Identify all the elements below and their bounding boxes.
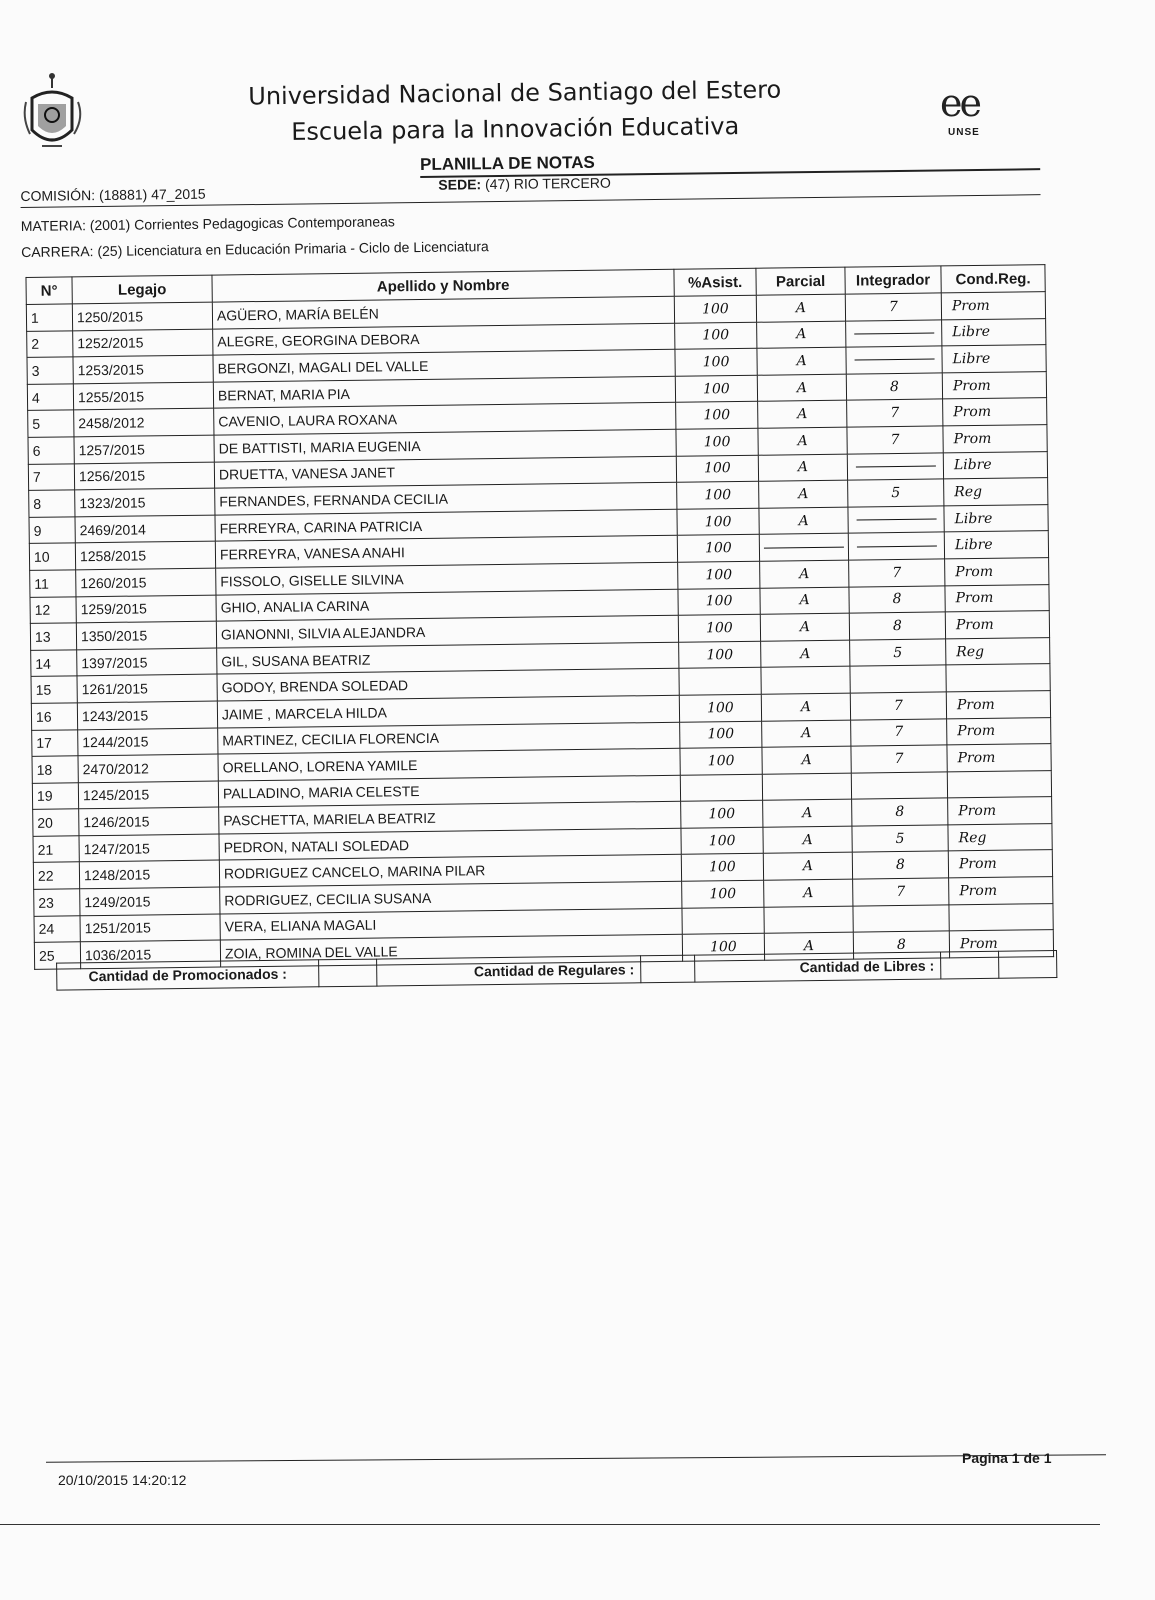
cell-n: 25	[34, 942, 80, 969]
cell-integrador: 7	[853, 878, 949, 906]
cell-nombre: BERGONZI, MAGALI DEL VALLE	[213, 349, 675, 381]
carrera-line	[21, 238, 489, 260]
cell-asist: 100	[679, 641, 761, 669]
cell-integrador	[846, 320, 942, 348]
cell-n: 19	[32, 783, 78, 810]
cell-asist: 100	[682, 933, 764, 961]
cell-asist: 100	[675, 348, 757, 376]
cell-parcial: A	[759, 480, 848, 508]
cell-legajo: 1247/2015	[79, 834, 219, 862]
school-name: Escuela para la Innovación Educativa	[291, 112, 740, 146]
cell-integrador: 7	[851, 745, 947, 773]
cell-nombre: MARTINEZ, CECILIA FLORENCIA	[218, 722, 680, 754]
cell-parcial: A	[758, 427, 847, 455]
promocionados-label: Cantidad de Promocionados :	[57, 960, 319, 990]
cell-legajo: 2469/2014	[75, 515, 215, 543]
cell-legajo: 1245/2015	[78, 781, 218, 809]
cell-parcial: A	[760, 613, 849, 641]
cell-asist: 100	[678, 614, 760, 642]
cell-integrador: 5	[850, 639, 946, 667]
cell-asist: 100	[674, 295, 756, 323]
cell-asist	[680, 774, 762, 802]
cell-cond: Prom	[949, 930, 1053, 958]
cell-integrador	[847, 452, 943, 480]
cell-nombre: JAIME , MARCELA HILDA	[217, 695, 679, 727]
dash-mark	[764, 546, 844, 548]
university-name: Universidad Nacional de Santiago del Estero	[248, 75, 782, 111]
cell-n: 4	[27, 384, 73, 411]
cell-legajo: 1253/2015	[73, 355, 213, 383]
dash-mark	[855, 465, 935, 467]
cell-parcial: A	[763, 826, 852, 854]
cell-parcial: A	[761, 640, 850, 668]
cell-parcial	[759, 533, 848, 561]
comision-value: (18881) 47_2015	[98, 185, 206, 204]
footer-rule	[46, 1454, 1106, 1462]
cell-asist	[679, 668, 761, 696]
cell-cond: Prom	[947, 717, 1051, 745]
cell-nombre: GIANONNI, SILVIA ALEJANDRA	[216, 615, 678, 647]
sede-label: SEDE:	[438, 176, 482, 193]
cell-integrador: 5	[852, 825, 948, 853]
cell-parcial: A	[764, 879, 853, 907]
cell-legajo: 2458/2012	[74, 408, 214, 436]
cell-parcial: A	[764, 932, 853, 960]
cell-cond	[946, 664, 1050, 692]
carrera-value: (25) Licenciatura en Educación Primaria - Ciclo de Licenciatura	[97, 238, 489, 260]
cell-nombre: FERREYRA, CARINA PATRICIA	[215, 509, 677, 541]
cell-parcial	[761, 666, 850, 694]
cell-nombre: BERNAT, MARIA PIA	[213, 376, 675, 408]
materia-line	[21, 213, 395, 234]
cell-n: 7	[28, 463, 74, 490]
cell-nombre: GIL, SUSANA BEATRIZ	[217, 642, 679, 674]
cell-nombre: PASCHETTA, MARIELA BEATRIZ	[219, 802, 681, 834]
cell-legajo: 1323/2015	[75, 488, 215, 516]
cell-n: 18	[32, 756, 78, 783]
col-header-n: N°	[26, 277, 72, 305]
cell-cond: Libre	[943, 451, 1047, 479]
cell-nombre: ZOIA, ROMINA DEL VALLE	[220, 934, 682, 966]
cell-legajo: 1255/2015	[73, 382, 213, 410]
cell-integrador	[851, 772, 947, 800]
cell-asist: 100	[677, 535, 759, 563]
cell-nombre: GHIO, ANALIA CARINA	[216, 589, 678, 621]
cell-integrador: 7	[847, 426, 943, 454]
cell-cond: Reg	[948, 823, 1052, 851]
col-header-parcial: Parcial	[756, 267, 845, 295]
cell-cond: Prom	[945, 584, 1049, 612]
cell-integrador: 8	[846, 373, 942, 401]
summary-blank	[999, 951, 1057, 979]
cell-legajo: 1243/2015	[77, 701, 217, 729]
cell-legajo: 1259/2015	[76, 595, 216, 623]
cell-asist: 100	[679, 694, 761, 722]
cell-integrador: 8	[852, 798, 948, 826]
cell-asist: 100	[676, 455, 758, 483]
cell-asist: 100	[678, 588, 760, 616]
cell-parcial: A	[758, 401, 847, 429]
cell-legajo: 1250/2015	[72, 302, 212, 330]
cell-integrador	[846, 346, 942, 374]
cell-parcial: A	[762, 746, 851, 774]
col-header-legajo: Legajo	[72, 275, 212, 304]
cell-legajo: 1260/2015	[76, 568, 216, 596]
cell-asist: 100	[675, 375, 757, 403]
cell-n: 23	[34, 889, 80, 916]
document-header	[150, 73, 881, 149]
cell-integrador: 7	[849, 559, 945, 587]
cell-parcial: A	[761, 693, 850, 721]
grades-table	[25, 264, 1054, 970]
cell-asist: 100	[676, 402, 758, 430]
cell-legajo: 1244/2015	[78, 728, 218, 756]
cell-parcial: A	[757, 347, 846, 375]
promocionados-value	[319, 959, 377, 987]
cell-parcial: A	[760, 587, 849, 615]
cell-nombre: FISSOLO, GISELLE SILVINA	[216, 562, 678, 594]
cell-asist: 100	[681, 827, 763, 855]
cell-cond	[947, 770, 1051, 798]
cell-legajo: 1350/2015	[76, 621, 216, 649]
cell-nombre: FERNANDES, FERNANDA CECILIA	[215, 482, 677, 514]
cell-n: 12	[30, 596, 76, 623]
cell-integrador	[848, 532, 944, 560]
bottom-rule	[0, 1524, 1100, 1525]
cell-parcial: A	[760, 560, 849, 588]
cell-integrador: 5	[848, 479, 944, 507]
cell-cond: Libre	[944, 504, 1048, 532]
cell-legajo: 2470/2012	[78, 754, 218, 782]
cell-n: 6	[28, 437, 74, 464]
cell-legajo: 1261/2015	[77, 674, 217, 702]
cell-nombre: ORELLANO, LORENA YAMILE	[218, 748, 680, 780]
cell-asist: 100	[680, 747, 762, 775]
dash-mark	[854, 332, 934, 334]
regulares-label: Cantidad de Regulares :	[377, 956, 641, 986]
cell-legajo: 1258/2015	[75, 541, 215, 569]
cell-parcial	[762, 773, 851, 801]
col-header-asist: %Asist.	[674, 268, 756, 296]
cell-integrador: 7	[847, 399, 943, 427]
cell-integrador	[850, 665, 946, 693]
page-number: Pagina 1 de 1	[962, 1450, 1052, 1466]
cell-cond: Prom	[949, 877, 1053, 905]
cell-cond: Prom	[941, 292, 1045, 320]
cell-legajo: 1256/2015	[74, 462, 214, 490]
cell-nombre: RODRIGUEZ CANCELO, MARINA PILAR	[219, 855, 681, 887]
cell-n: 3	[27, 357, 73, 384]
cell-legajo: 1248/2015	[79, 861, 219, 889]
dash-mark	[854, 359, 934, 361]
cell-nombre: VERA, ELIANA MAGALI	[220, 908, 682, 940]
cell-asist: 100	[677, 508, 759, 536]
regulares-value	[641, 955, 695, 983]
cell-integrador: 8	[849, 612, 945, 640]
cell-n: 13	[30, 623, 76, 650]
cell-nombre: DRUETTA, VANESA JANET	[214, 456, 676, 488]
col-header-nombre: Apellido y Nombre	[212, 269, 674, 302]
cell-parcial: A	[763, 853, 852, 881]
cell-n: 8	[29, 490, 75, 517]
cell-nombre: AGÜERO, MARÍA BELÉN	[212, 296, 674, 328]
cell-n: 9	[29, 517, 75, 544]
col-header-cond: Cond.Reg.	[941, 265, 1045, 293]
cell-nombre: CAVENIO, LAURA ROXANA	[214, 403, 676, 435]
cell-n: 21	[33, 836, 79, 863]
cell-integrador: 7	[851, 718, 947, 746]
cell-cond: Reg	[946, 637, 1050, 665]
cell-legajo: 1252/2015	[73, 329, 213, 357]
cell-n: 16	[31, 703, 77, 730]
comision-label: COMISIÓN:	[20, 187, 96, 204]
libres-label: Cantidad de Libres :	[695, 952, 941, 982]
cell-legajo: 1251/2015	[80, 914, 220, 942]
cell-asist: 100	[680, 721, 762, 749]
cell-n: 2	[27, 330, 73, 357]
cell-asist: 100	[675, 322, 757, 350]
cell-nombre: PEDRON, NATALI SOLEDAD	[219, 828, 681, 860]
cell-parcial: A	[763, 799, 852, 827]
dash-mark	[856, 519, 936, 521]
cell-n: 17	[32, 729, 78, 756]
cell-n: 22	[33, 862, 79, 889]
cell-cond: Prom	[945, 558, 1049, 586]
cell-parcial: A	[756, 294, 845, 322]
cell-cond: Prom	[942, 371, 1046, 399]
cell-asist: 100	[677, 481, 759, 509]
cell-legajo: 1249/2015	[80, 887, 220, 915]
cell-parcial: A	[762, 720, 851, 748]
cell-cond: Reg	[944, 478, 1048, 506]
cell-integrador: 8	[853, 931, 949, 959]
cell-parcial: A	[758, 454, 847, 482]
cell-asist: 100	[682, 880, 764, 908]
cell-cond: Prom	[943, 398, 1047, 426]
cell-cond	[949, 903, 1053, 931]
cell-n: 24	[34, 915, 80, 942]
university-crest-icon	[22, 68, 112, 163]
cell-cond: Libre	[942, 345, 1046, 373]
cell-legajo: 1036/2015	[80, 940, 220, 968]
cell-cond: Prom	[948, 850, 1052, 878]
unse-logo-text: UNSE	[948, 127, 980, 138]
cell-cond: Libre	[942, 318, 1046, 346]
cell-legajo: 1246/2015	[79, 807, 219, 835]
cell-parcial: A	[757, 321, 846, 349]
col-header-integrador: Integrador	[845, 266, 941, 294]
materia-value: (2001) Corrientes Pedagogicas Contemporaneas	[89, 213, 395, 234]
cell-n: 15	[31, 676, 77, 703]
cell-cond: Prom	[948, 797, 1052, 825]
cell-integrador: 7	[850, 692, 946, 720]
comision-line	[20, 186, 205, 204]
cell-n: 11	[30, 570, 76, 597]
sede-value: (47) RIO TERCERO	[484, 174, 611, 193]
cell-cond: Prom	[945, 611, 1049, 639]
materia-label: MATERIA:	[20, 217, 87, 234]
cell-parcial: A	[759, 507, 848, 535]
cell-nombre: RODRIGUEZ, CECILIA SUSANA	[220, 881, 682, 913]
cell-integrador	[853, 905, 949, 933]
cell-cond: Prom	[943, 425, 1047, 453]
cell-asist: 100	[676, 428, 758, 456]
libres-value	[941, 951, 999, 979]
cell-asist	[682, 907, 764, 935]
eie-logo-text: ee	[940, 81, 979, 125]
cell-nombre: PALLADINO, MARIA CELESTE	[218, 775, 680, 807]
cell-nombre: GODOY, BRENDA SOLEDAD	[217, 669, 679, 701]
eie-logo	[920, 62, 1010, 142]
cell-legajo: 1257/2015	[74, 435, 214, 463]
cell-asist: 100	[681, 854, 763, 882]
cell-integrador: 7	[845, 293, 941, 321]
cell-n: 14	[31, 650, 77, 677]
cell-nombre: FERREYRA, VANESA ANAHI	[215, 536, 677, 568]
cell-parcial	[764, 906, 853, 934]
sede-line	[438, 175, 611, 193]
cell-n: 20	[33, 809, 79, 836]
cell-cond: Prom	[947, 744, 1051, 772]
cell-asist: 100	[678, 561, 760, 589]
cell-nombre: DE BATTISTI, MARIA EUGENIA	[214, 429, 676, 461]
cell-cond: Prom	[946, 691, 1050, 719]
sheet-body	[20, 147, 1060, 985]
cell-integrador: 8	[852, 851, 948, 879]
cell-integrador: 8	[849, 585, 945, 613]
cell-asist: 100	[681, 801, 763, 829]
cell-legajo: 1397/2015	[77, 648, 217, 676]
dash-mark	[856, 545, 936, 547]
cell-parcial: A	[757, 374, 846, 402]
cell-n: 10	[29, 543, 75, 570]
page-title: PLANILLA DE NOTAS	[419, 152, 595, 174]
cell-cond: Libre	[944, 531, 1048, 559]
cell-n: 1	[26, 304, 72, 331]
cell-n: 5	[28, 410, 74, 437]
carrera-label: CARRERA:	[21, 243, 94, 260]
print-datetime: 20/10/2015 14:20:12	[58, 1472, 187, 1488]
cell-integrador	[848, 506, 944, 534]
cell-nombre: ALEGRE, GEORGINA DEBORA	[213, 323, 675, 355]
